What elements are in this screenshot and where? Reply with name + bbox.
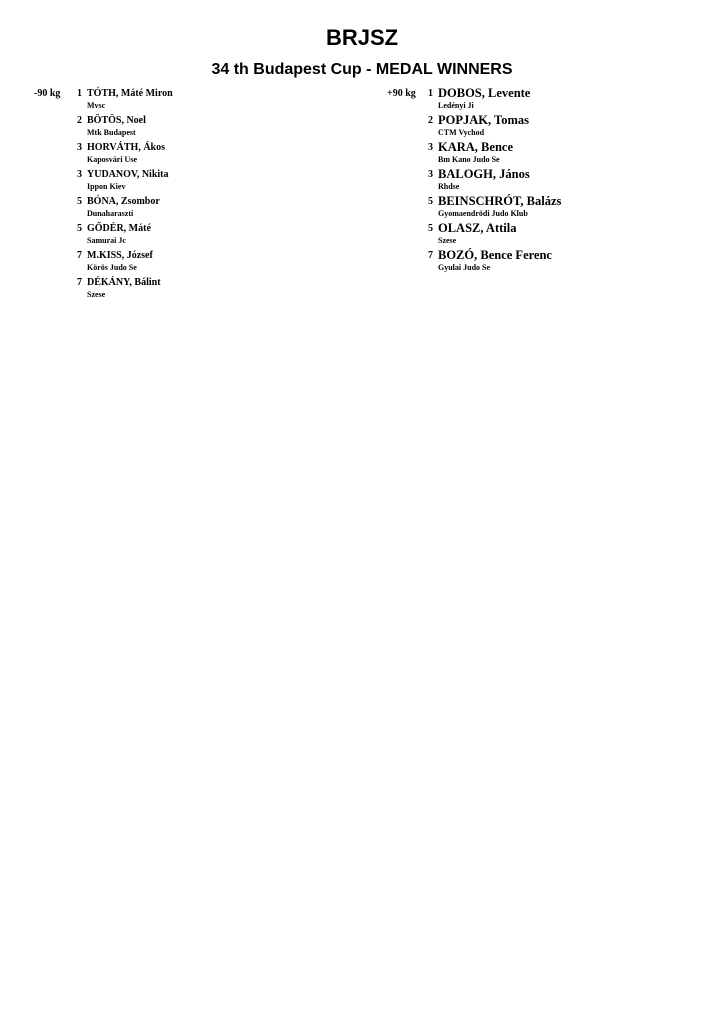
athlete-name: BOZÓ, Bence Ferenc [438, 248, 552, 262]
athlete-club: Szese [87, 290, 106, 299]
athlete-club: Ledényi Ji [438, 101, 474, 110]
athlete-name: DÉKÁNY, Bálint [87, 277, 161, 288]
athlete-club: Rhdse [438, 182, 460, 191]
medal-rank: 3 [428, 169, 433, 180]
weight-class-label: -90 kg [34, 88, 61, 99]
medal-rank: 7 [428, 250, 433, 261]
athlete-name: DOBOS, Levente [438, 86, 531, 100]
athlete-club: Samurai Jc [87, 236, 126, 245]
athlete-club: Dunaharaszti [87, 209, 134, 218]
athlete-club: Ippon Kiev [87, 182, 126, 191]
medal-rank: 5 [77, 196, 82, 207]
athlete-name: KARA, Bence [438, 140, 513, 154]
athlete-name: GŐDÉR, Máté [87, 223, 151, 234]
athlete-name: OLASZ, Attila [438, 221, 517, 235]
medal-rank: 1 [428, 88, 433, 99]
athlete-name: YUDANOV, Nikita [87, 169, 169, 180]
athlete-name: TÓTH, Máté Miron [87, 88, 173, 99]
page-title: BRJSZ [325, 25, 399, 50]
medal-rank: 5 [428, 223, 433, 234]
medal-rank: 3 [77, 142, 82, 153]
medal-rank: 5 [77, 223, 82, 234]
weight-class-label: +90 kg [387, 88, 416, 99]
athlete-name: BÓNA, Zsombor [87, 196, 160, 207]
medal-rank: 3 [77, 169, 82, 180]
athlete-name: BALOGH, János [438, 167, 530, 181]
athlete-name: POPJAK, Tomas [438, 113, 529, 127]
athlete-name: M.KISS, József [87, 250, 153, 261]
athlete-club: Mvsc [87, 101, 106, 110]
medal-rank: 3 [428, 142, 433, 153]
athlete-name: BEINSCHRÓT, Balázs [438, 194, 562, 208]
athlete-club: Gyulai Judo Se [438, 263, 491, 272]
athlete-club: Szese [438, 236, 457, 245]
page-subtitle: 34 th Budapest Cup - MEDAL WINNERS [211, 61, 513, 78]
athlete-club: Mtk Budapest [87, 128, 136, 137]
medal-rank: 7 [77, 250, 82, 261]
medal-rank: 2 [77, 115, 82, 126]
medal-rank: 7 [77, 277, 82, 288]
athlete-club: CTM Vychod [438, 128, 485, 137]
athlete-club: Bm Kano Judo Se [438, 155, 500, 164]
medal-rank: 1 [77, 88, 82, 99]
athlete-name: HORVÁTH, Ákos [87, 142, 165, 153]
athlete-club: Kaposvári Use [87, 155, 137, 164]
medal-rank: 5 [428, 196, 433, 207]
athlete-club: Körös Judo Se [87, 263, 137, 272]
athlete-club: Gyomaendrödi Judo Klub [438, 209, 528, 218]
medal-rank: 2 [428, 115, 433, 126]
athlete-name: BÖTÖS, Noel [87, 115, 146, 126]
